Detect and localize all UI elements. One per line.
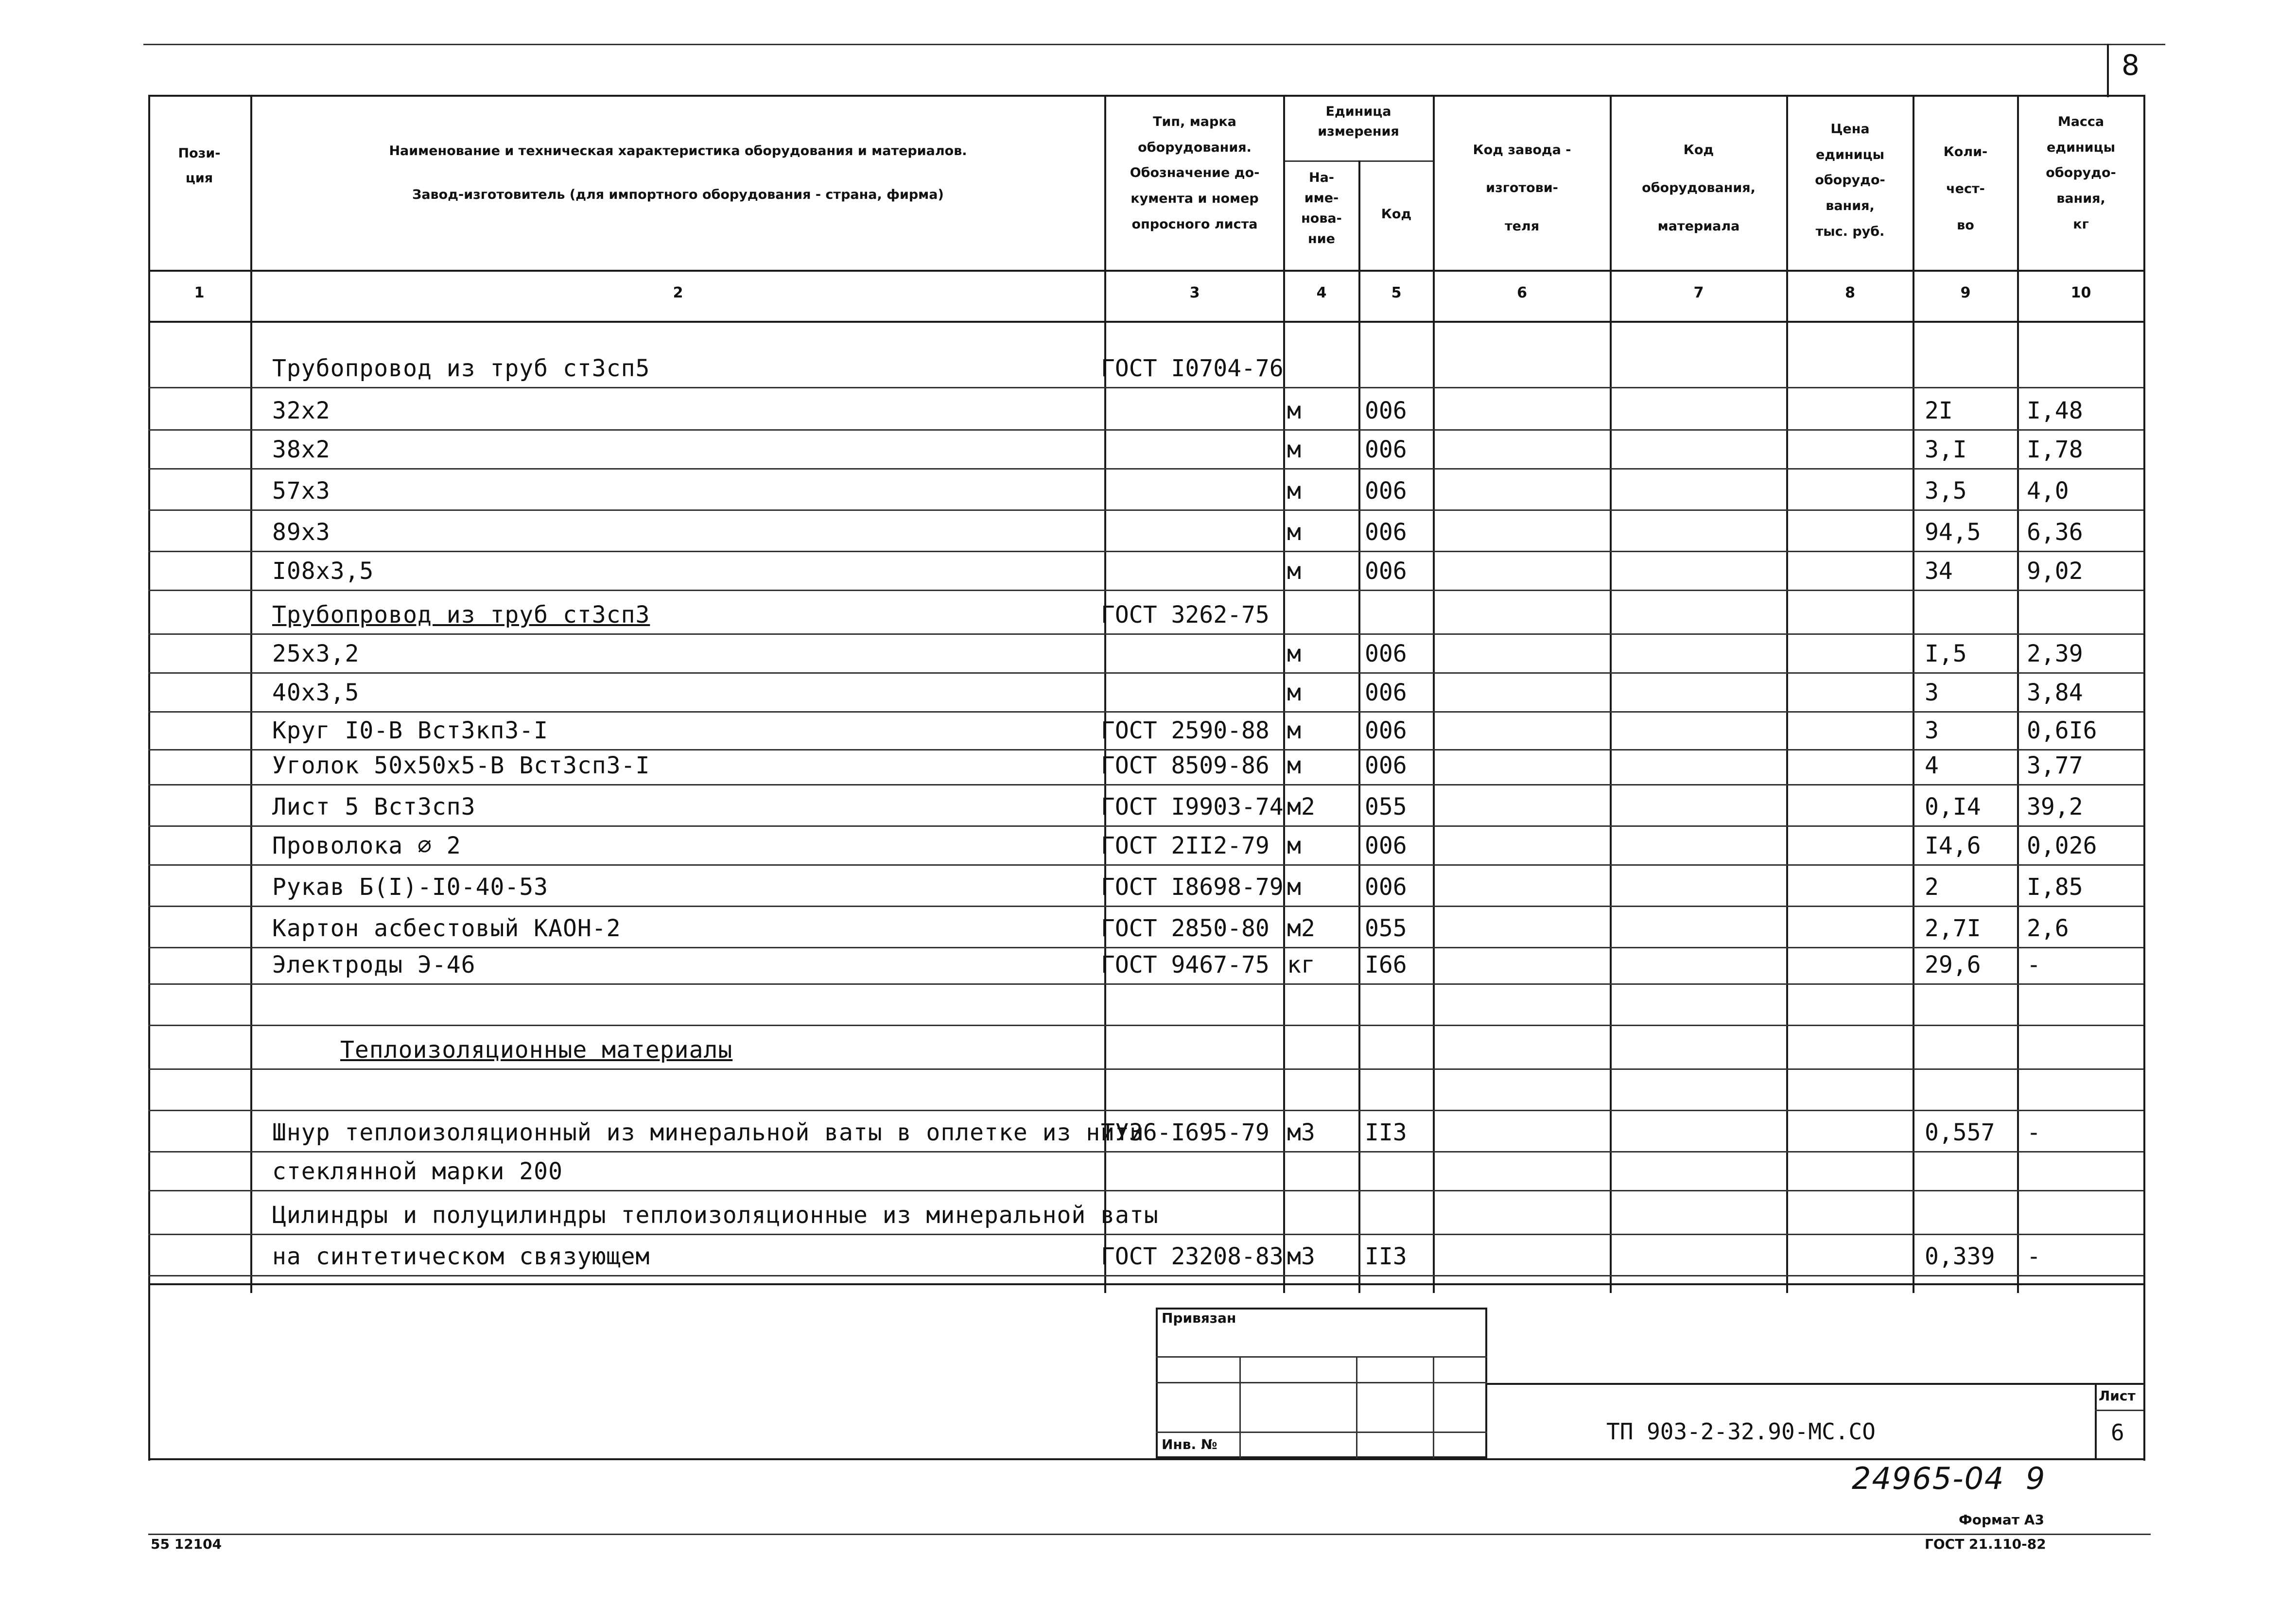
row-separator (148, 1110, 2143, 1111)
header-unit-mass: Масса единицы оборудо- вания, кг (2046, 114, 2116, 232)
row-unit-code: 006 (1365, 717, 1407, 744)
privyazan-line-1 (1156, 1356, 1487, 1358)
header-unit-name: На- име- нова- ние (1301, 170, 1342, 246)
row-unit-code: I66 (1365, 951, 1407, 978)
table-bottom-border (148, 1283, 2143, 1285)
row-name: Цилиндры и полуцилиндры теплоизоляционные из минеральной ваты (272, 1202, 1159, 1229)
row-unit-name: м (1287, 679, 1301, 706)
row-separator (148, 1151, 2143, 1153)
row-quantity: 2,7I (1925, 915, 1981, 942)
row-quantity: I,5 (1925, 640, 1967, 667)
list-box-divider (2095, 1410, 2143, 1411)
row-separator (148, 825, 2143, 827)
column-number-row-border (148, 321, 2143, 323)
row-name: Шнур теплоизоляционный из минеральной ваты в оплетке из нити (272, 1119, 1144, 1146)
privyazan-line-2 (1156, 1382, 1487, 1383)
row-separator (148, 509, 2143, 511)
column-number: 2 (673, 284, 683, 301)
col-line-9 (2017, 95, 2019, 1293)
row-separator (148, 947, 2143, 948)
row-name: 57x3 (272, 477, 330, 505)
list-number: 6 (2111, 1419, 2124, 1446)
row-document: ГОСТ I8698-79 (1101, 873, 1284, 901)
col-line-5 (1433, 95, 1435, 1293)
row-unit-code: 006 (1365, 832, 1407, 859)
top-rule (143, 44, 2165, 45)
row-name: I08x3,5 (272, 558, 374, 585)
row-name: Круг I0-В Вст3кп3-I (272, 717, 549, 744)
row-unit-mass: 4,0 (2027, 477, 2069, 505)
row-unit-code: 006 (1365, 436, 1407, 463)
row-unit-mass: 2,6 (2027, 915, 2069, 942)
row-quantity: 2 (1925, 873, 1939, 901)
row-quantity: 4 (1925, 752, 1939, 779)
column-number: 10 (2070, 284, 2091, 301)
row-document: ГОСТ 2II2-79 (1101, 832, 1270, 859)
row-unit-code: 055 (1365, 793, 1407, 821)
row-quantity: 3 (1925, 679, 1939, 706)
row-quantity: 0,I4 (1925, 793, 1981, 821)
row-unit-code: 055 (1365, 915, 1407, 942)
row-unit-name: м (1287, 436, 1301, 463)
row-separator (148, 1068, 2143, 1070)
row-quantity: 0,339 (1925, 1243, 1995, 1270)
sheet-corner-number: 8 (2122, 49, 2139, 82)
document-code: ТП 903-2-32.90-МС.СО (1606, 1418, 1876, 1445)
header-unit-price: Цена единицы оборудо- вания, тыс. руб. (1815, 122, 1885, 239)
row-name: Картон асбестовый КАОН-2 (272, 915, 621, 942)
row-unit-code: 006 (1365, 397, 1407, 424)
row-unit-mass: 39,2 (2027, 793, 2083, 821)
header-name-line1: Наименование и техническая характеристика оборудования и материалов. (389, 143, 967, 158)
row-quantity: 0,557 (1925, 1119, 1995, 1146)
inventory-number-label: Инв. № (1162, 1436, 1218, 1452)
col-line-8 (1913, 95, 1914, 1293)
row-unit-code: 006 (1365, 477, 1407, 505)
row-document: ГОСТ 3262-75 (1101, 601, 1270, 629)
row-unit-mass: 9,02 (2027, 558, 2083, 585)
privyazan-line-3 (1156, 1432, 1487, 1433)
gost-label: ГОСТ 21.110-82 (1925, 1536, 2046, 1552)
row-name: Трубопровод из труб ст3сп3 (272, 601, 650, 629)
row-unit-name: м (1287, 752, 1301, 779)
row-name: Лист 5 Вст3сп3 (272, 793, 476, 821)
row-document: ГОСТ I0704-76 (1101, 355, 1284, 382)
row-unit-code: 006 (1365, 752, 1407, 779)
privyazan-vline-3 (1433, 1356, 1434, 1458)
row-separator (148, 784, 2143, 786)
row-separator (148, 429, 2143, 431)
row-unit-code: II3 (1365, 1119, 1407, 1146)
col-line-0 (148, 95, 150, 1461)
table-top-border (148, 95, 2143, 97)
col-line-2 (1104, 95, 1106, 1293)
row-unit-name: м3 (1287, 1119, 1315, 1146)
column-number: 8 (1845, 284, 1855, 301)
row-name: стеклянной марки 200 (272, 1158, 563, 1185)
row-unit-name: м (1287, 873, 1301, 901)
row-unit-mass: I,85 (2027, 873, 2083, 901)
row-quantity: I4,6 (1925, 832, 1981, 859)
row-quantity: 2I (1925, 397, 1953, 424)
column-number: 9 (1960, 284, 1971, 301)
row-name: 40x3,5 (272, 679, 360, 706)
row-separator (148, 906, 2143, 907)
row-separator (148, 672, 2143, 674)
stamp-code-line (1487, 1383, 2143, 1385)
row-unit-mass: 3,77 (2027, 752, 2083, 779)
row-unit-code: 006 (1365, 519, 1407, 546)
row-separator (148, 983, 2143, 985)
row-unit-code: 006 (1365, 873, 1407, 901)
col-line-3 (1283, 95, 1285, 1293)
row-name: Проволока ∅ 2 (272, 832, 461, 859)
row-unit-name: м (1287, 477, 1301, 505)
row-unit-mass: - (2027, 1119, 2041, 1146)
row-document: ГОСТ 2590-88 (1101, 717, 1270, 744)
col-line-4 (1358, 160, 1360, 1293)
row-separator (148, 1234, 2143, 1235)
row-name: 32x2 (272, 397, 330, 424)
row-separator (148, 1275, 2143, 1276)
row-separator (148, 1190, 2143, 1191)
row-document: ГОСТ 2850-80 (1101, 915, 1270, 942)
col-line-7 (1786, 95, 1788, 1293)
row-unit-mass: I,78 (2027, 436, 2083, 463)
row-unit-name: м3 (1287, 1243, 1315, 1270)
row-name: Рукав Б(I)-I0-40-53 (272, 873, 549, 901)
column-number: 1 (194, 284, 205, 301)
row-unit-name: м2 (1287, 915, 1315, 942)
row-unit-code: 006 (1365, 640, 1407, 667)
header-bottom-border (148, 270, 2143, 272)
privyazan-label: Привязан (1162, 1310, 1236, 1326)
row-separator (148, 1025, 2143, 1026)
row-separator (148, 468, 2143, 470)
column-number: 6 (1517, 284, 1527, 301)
row-quantity: 3,I (1925, 436, 1967, 463)
header-type-doc: Тип, марка оборудования. Обозначение до- кумента и номер опросного листа (1130, 114, 1260, 232)
row-separator (148, 387, 2143, 388)
row-document: ТУ36-I695-79 (1101, 1119, 1270, 1146)
row-separator (148, 590, 2143, 591)
header-equipment-code: Код оборудования, материала (1642, 142, 1756, 234)
row-unit-name: м (1287, 832, 1301, 859)
list-label: Лист (2099, 1388, 2136, 1404)
row-unit-mass: I,48 (2027, 397, 2083, 424)
row-unit-name: м (1287, 397, 1301, 424)
row-name: Уголок 50x50x5-В Вст3сп3-I (272, 752, 650, 779)
privyazan-vline-2 (1356, 1356, 1357, 1458)
frame-bottom-border (148, 1458, 2143, 1460)
row-document: ГОСТ 9467-75 (1101, 951, 1270, 978)
row-document: ГОСТ I9903-74 (1101, 793, 1284, 821)
row-unit-name: кг (1287, 951, 1315, 978)
row-name: Теплоизоляционные материалы (340, 1036, 733, 1064)
row-quantity: 34 (1925, 558, 1953, 585)
col-line-10 (2143, 95, 2145, 1461)
row-unit-name: м (1287, 640, 1301, 667)
row-unit-mass: 6,36 (2027, 519, 2083, 546)
header-unit-group: Единица измерения (1318, 104, 1399, 139)
row-quantity: 29,6 (1925, 951, 1981, 978)
row-unit-name: м (1287, 519, 1301, 546)
row-document: ГОСТ 8509-86 (1101, 752, 1270, 779)
row-quantity: 94,5 (1925, 519, 1981, 546)
row-quantity: 3,5 (1925, 477, 1967, 505)
row-unit-name: м (1287, 558, 1301, 585)
row-name: на синтетическом связующем (272, 1243, 650, 1270)
row-separator (148, 633, 2143, 635)
row-unit-mass: 2,39 (2027, 640, 2083, 667)
row-separator (148, 551, 2143, 552)
row-unit-mass: - (2027, 951, 2041, 978)
row-name: Трубопровод из труб ст3сп5 (272, 355, 650, 382)
row-unit-mass: 3,84 (2027, 679, 2083, 706)
handwritten-archive-number: 24965-04 9 (1852, 1461, 2046, 1496)
row-name: 25x3,2 (272, 640, 360, 667)
header-name-line2: Завод-изготовитель (для импортного оборудования - страна, фирма) (412, 187, 944, 202)
privyazan-vline-1 (1239, 1356, 1241, 1458)
header-quantity: Коли- чест- во (1943, 144, 1988, 233)
col-line-6 (1610, 95, 1612, 1293)
row-unit-name: м (1287, 717, 1301, 744)
column-number: 7 (1693, 284, 1704, 301)
row-name: 89x3 (272, 519, 330, 546)
format-label: Формат А3 (1959, 1512, 2044, 1528)
header-factory-code: Код завода - изготови- теля (1473, 142, 1571, 234)
row-document: ГОСТ 23208-83 (1101, 1243, 1284, 1270)
col-line-1 (250, 95, 252, 1293)
row-unit-code: 006 (1365, 558, 1407, 585)
header-position: Пози- ция (178, 146, 221, 186)
row-name: 38x2 (272, 436, 330, 463)
row-unit-name: м2 (1287, 793, 1315, 821)
row-unit-code: 006 (1365, 679, 1407, 706)
row-unit-code: II3 (1365, 1243, 1407, 1270)
corner-code: 55 12104 (151, 1536, 222, 1552)
row-name: Электроды Э-46 (272, 951, 476, 978)
row-separator (148, 711, 2143, 713)
column-number: 3 (1189, 284, 1200, 301)
row-quantity: 3 (1925, 717, 1939, 744)
header-unit-code: Код (1381, 207, 1412, 222)
unit-subheader-line (1283, 160, 1433, 162)
row-separator (148, 864, 2143, 866)
row-unit-mass: 0,026 (2027, 832, 2097, 859)
row-unit-mass: - (2027, 1243, 2041, 1270)
column-number: 4 (1316, 284, 1327, 301)
row-unit-mass: 0,6I6 (2027, 717, 2097, 744)
column-number: 5 (1391, 284, 1402, 301)
footer-rule (148, 1534, 2151, 1535)
corner-box-divider (2107, 44, 2109, 97)
row-separator (148, 749, 2143, 751)
